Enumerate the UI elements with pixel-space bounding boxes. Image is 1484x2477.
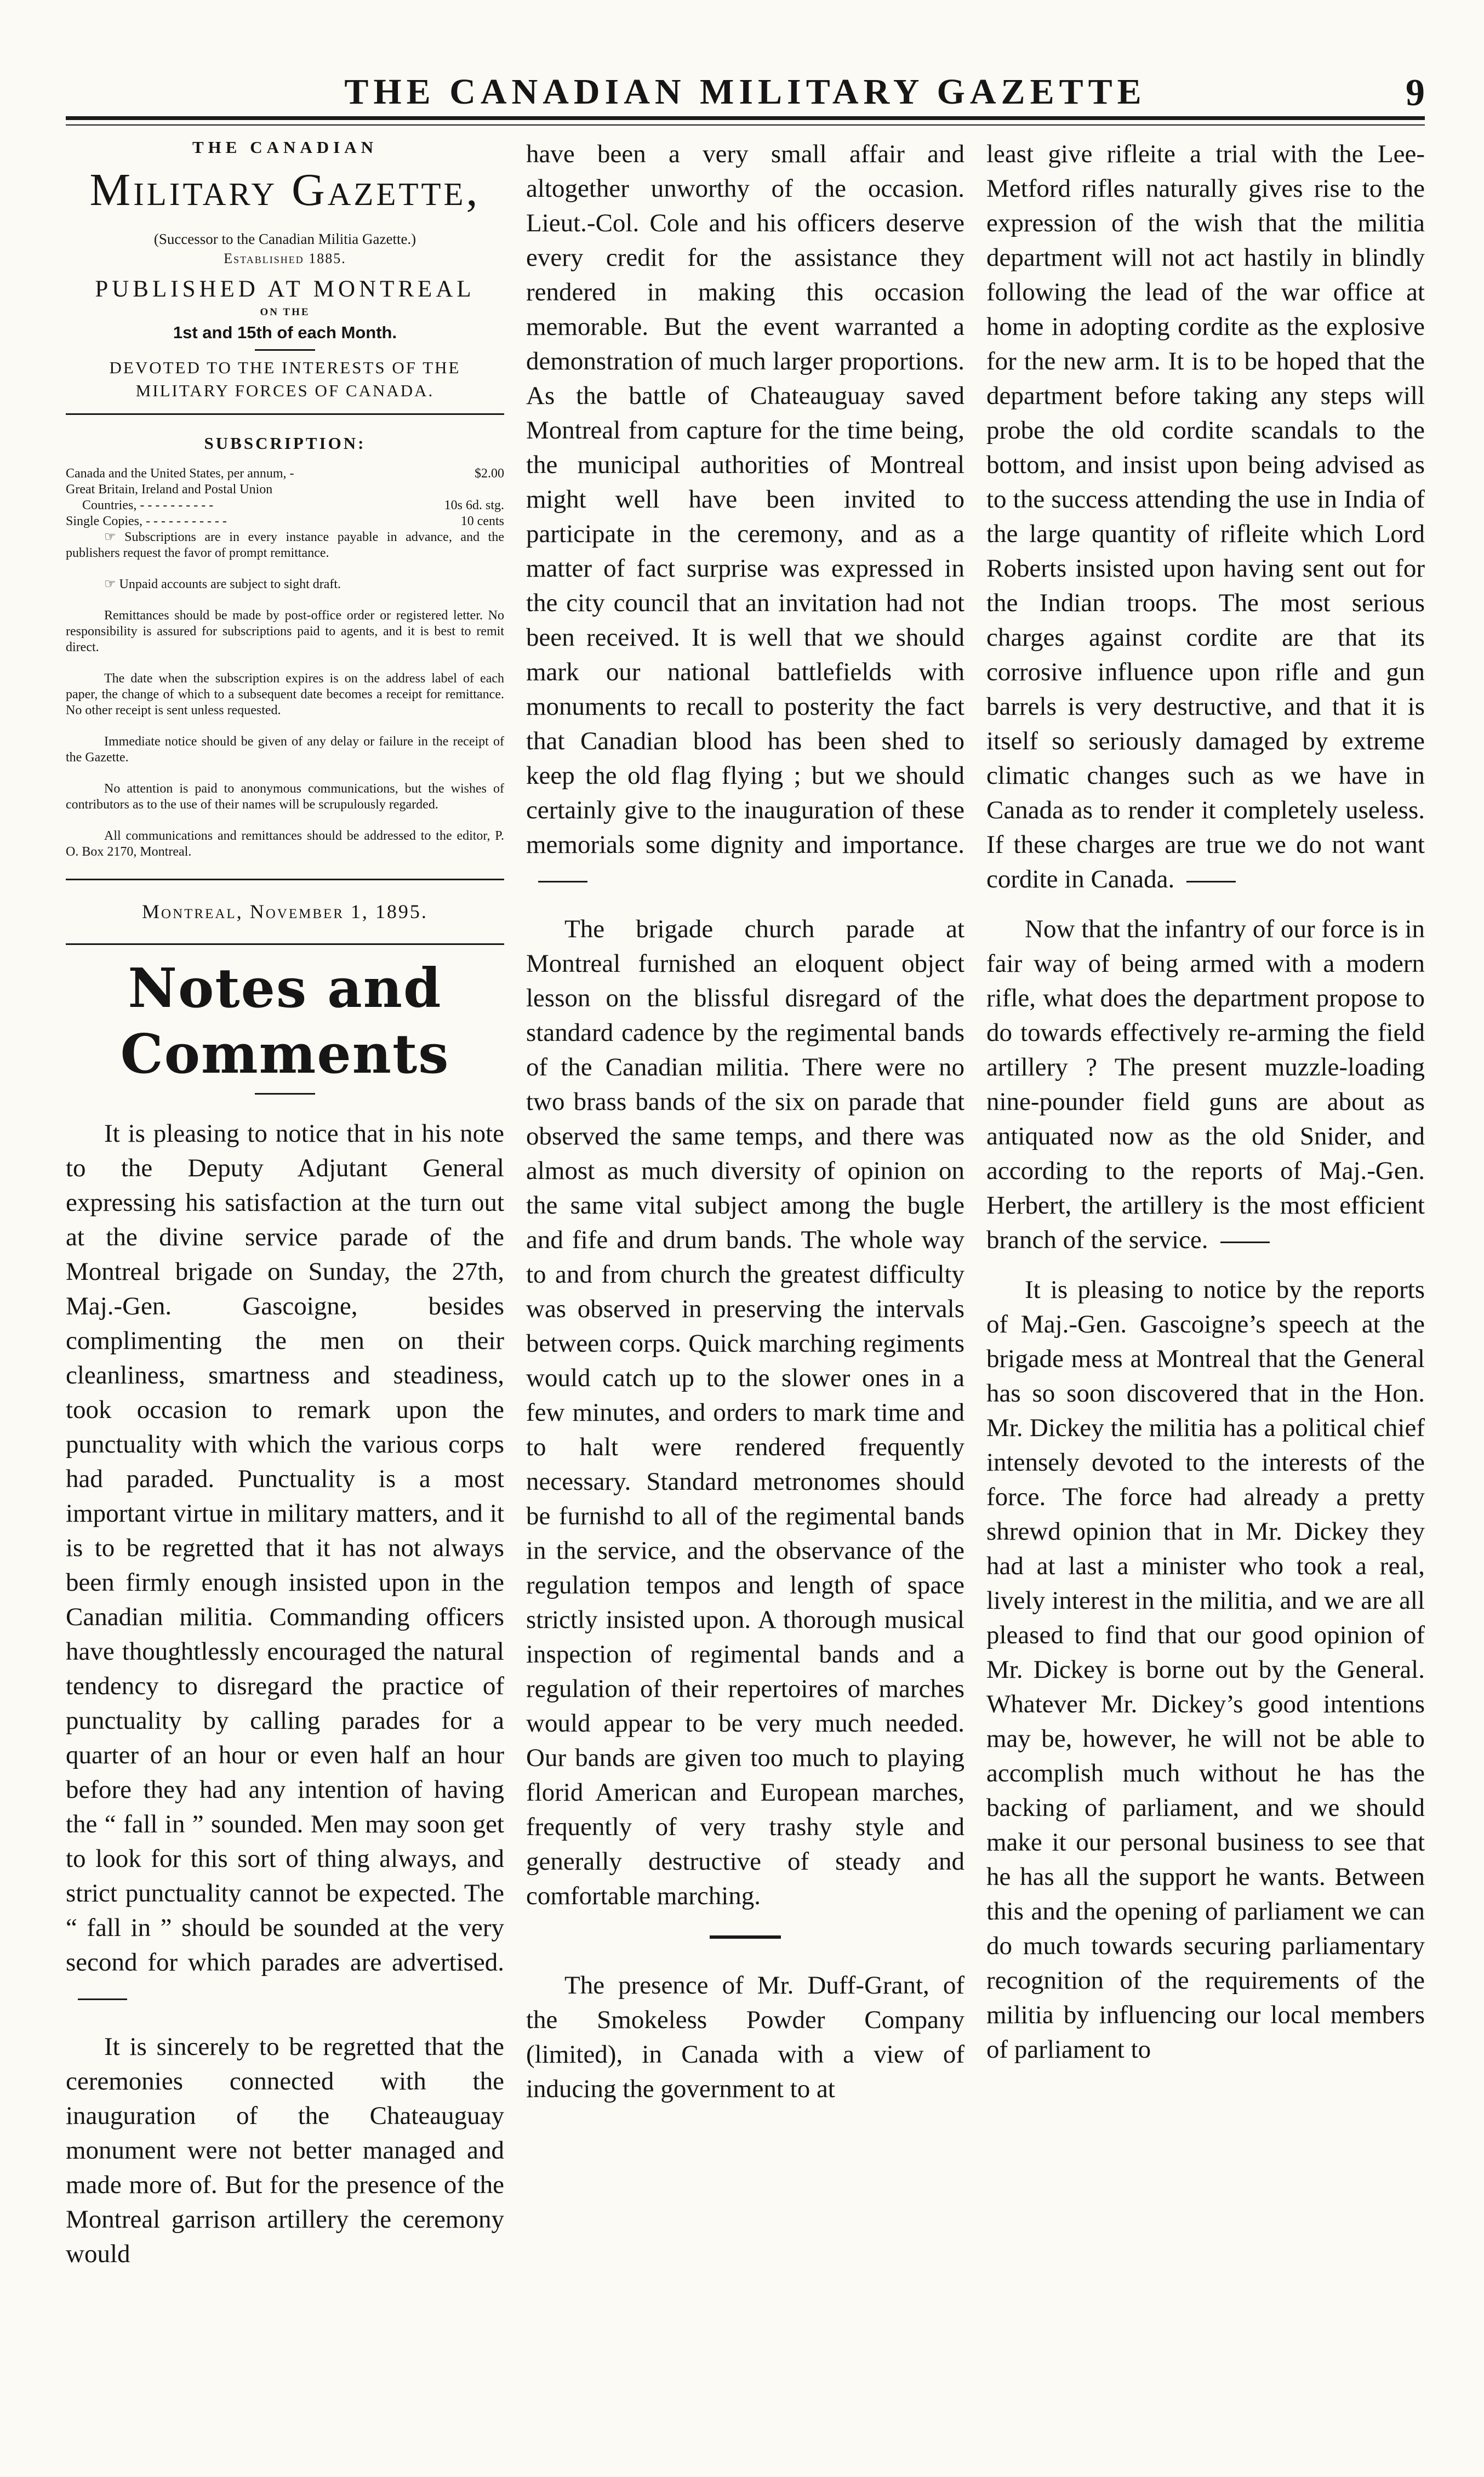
subscription-notice: ☞ Subscriptions are in every instance payable in advance, and the publishers request the favor of prompt remittance. <box>66 529 504 560</box>
paragraph: The brigade church parade at Montreal furnished an eloquent object lesson on the blissful disregard of the standard cadence by the regimental bands of the Canadian militia. There were no two brass bands of the six on parade that observed the same temps, and there was almost as much diversity of opinion on the same vital subject among the bugle and fife and drum bands. The whole way to and from church the greatest difficulty was observed in preserving the intervals between corps. Quick marching regiments would catch up to the slower ones in a few minutes, and orders to mark time and to halt were rendered frequently necessary. Standard metronomes should be furnishd to all of the regimental bands in the service, and the observance of the regulation tempos and length of space strictly insisted upon. A thorough musical inspection of regimental bands and a regulation of their repertoires of marches would appear to be very much needed. Our bands are given too much to playing florid American and European marches, frequently of very trashy style and generally destructive of steady and comfortable marching. <box>526 915 964 1910</box>
subscription-notice: Immediate notice should be given of any delay or failure in the receipt of the Gazette. <box>66 734 504 765</box>
paragraph: have been a very small affair and altogether unworthy of the occasion. Lieut.-Col. Cole and his officers deserve every credit for the assistance they rendered in making this occasion memorable. But the event warranted a demonstration of much larger proportions. As the battle of Chateauguay saved Montreal from capture for the time being, the municipal authorities of Montreal might well have been invited to participate in the ceremony, and as a matter of fact surprise was expressed in the city council that an invitation had not been received. It is well that we should mark our national battlefields with monuments to recall to posterity the fact that Canadian blood has been shed to keep the old flag flying ; but we should certainly give to the inauguration of these memorials some dignity and importance. <box>526 137 964 897</box>
end-dash <box>1186 881 1236 882</box>
subscription-notice: ☞ Unpaid accounts are subject to sight draft. <box>104 577 341 591</box>
dateline-bottom-rule <box>66 943 504 945</box>
rate-value: 10 cents <box>460 514 504 528</box>
rate-label: Great Britain, Ireland and Postal Union <box>66 482 273 497</box>
rate-value: 10s 6d. stg. <box>444 498 504 513</box>
column-2 <box>526 137 964 2439</box>
subscription-notice: The date when the subscription expires is on the address label of each paper, the change of which to a subsequent date becomes a receipt for remittance. No other receipt is sent unless requested. <box>66 671 504 718</box>
paragraph: least give rifleite a trial with the Lee-Metford rifles naturally gives rise to the expression of the wish that the militia department will not act hastily in blindly following the lead of the war office at home in adopting cordite as the explosive for the new arm. It is to be hoped that the department before taking any steps will probe the old cordite scandals to the bottom, and insist upon being advised as to the success attending the use in India of the large quantity of rifleite which Lord Roberts insisted upon having sent out for the Indian troops. The most serious charges against cordite are that its corrosive influence upon rifle and gun barrels is very destructive, and that it is itself so seriously damaged by extreme climatic changes such as we have in Canada as to render it completely useless. If these charges are true we do not want cordite in Canada. <box>986 140 1425 893</box>
header-rule-thin <box>66 124 1425 126</box>
dateline: Montreal, November 1, 1895. <box>142 900 428 923</box>
masthead-frequency: 1st and 15th of each Month. <box>173 322 397 342</box>
section-heading: Notes and Comments <box>120 956 450 1086</box>
masthead-on-the: ON THE <box>260 306 310 318</box>
subscription-rates <box>66 466 504 529</box>
running-head <box>66 71 1425 115</box>
paragraph: It is sincerely to be regretted that the ceremonies connected with the inauguration of the Chateauguay monument were not better managed and made more of. But for the presence of the Montreal garrison artillery the ceremony would <box>66 2032 504 2268</box>
paragraph: It is pleasing to notice that in his note to the Deputy Adjutant General expressing his satisfaction at the turn out at the divine service parade of the Montreal brigade on Sunday, the 27th, Maj.-Gen. Gascoigne, besides complimenting the men on their cleanliness, smartness and steadiness, took occasion to remark upon the punctuality with which the various corps had paraded. Punctuality is a most important virtue in military matters, and it is to be regretted that it has not always been firmly enough insisted upon in the Canadian militia. Commanding officers have thoughtlessly encouraged the natural tendency to disregard the practice of punctuality by calling parades for a quarter of an hour or even half an hour before they had any intention of having the “ fall in ” sounded. Men may soon get to look for this sort of thing always, and strict punctuality cannot be expected. The “ fall in ” should be sounded at the very second for which parades are advertised. <box>66 1117 504 2014</box>
masthead-small-title: THE CANADIAN <box>192 138 378 157</box>
masthead-title: Military Gazette, <box>89 164 481 216</box>
paragraph: Now that the infantry of our force is in fair way of being armed with a modern rifle, what does the department propose to do towards effectively re-arming the field artillery ? The present muzzle-loading nine-pounder field guns are about as antiquated now as the old Snider, and according to the reports of Maj.-Gen. Herbert, the artillery is the most efficient branch of the service. <box>986 915 1425 1254</box>
subscription-heading: SUBSCRIPTION: <box>204 433 366 453</box>
end-dash <box>538 881 587 882</box>
rate-value: $2.00 <box>475 466 504 481</box>
header-rule-thick <box>66 116 1425 120</box>
section-heading-underline <box>255 1093 315 1095</box>
masthead-published: PUBLISHED AT MONTREAL <box>95 276 475 302</box>
subscription-notice: Remittances should be made by post-office order or registered letter. No responsibility is assured for subscriptions paid to agents, and it is best to remit direct. <box>66 608 504 654</box>
masthead <box>66 137 504 402</box>
paragraph: It is pleasing to notice by the reports of Maj.-Gen. Gascoigne’s speech at the brigade mess at Montreal that the General has so soon discovered that in the Hon. Mr. Dickey the militia has a political chief intensely devoted to the interests of the force. The force had already a pretty shrewd opinion that in Mr. Dickey they had at last a minister who took a real, lively interest in the militia, and we are all pleased to find that our good opinion of Mr. Dickey is borne out by the General. Whatever Mr. Dickey’s good intentions may be, however, he will not be able to accomplish much without he has the backing of parliament, and we should make it our personal business to see that he has all the support he wants. Between this and the opening of parliament we can do much towards securing parliamentary recognition of the requirements of the militia by influencing our local members of parliament to <box>986 1275 1425 2064</box>
dateline-top-rule <box>66 879 504 880</box>
column-1 <box>66 137 504 2439</box>
end-dash <box>78 1998 127 2000</box>
paragraph: The presence of Mr. Duff-Grant, of the Smokeless Powder Company (limited), in Canada with a view of inducing the government to at <box>526 1971 964 2103</box>
rate-row <box>66 498 504 514</box>
subscription-notice: All communications and remittances should be addressed to the editor, P. O. Box 2170, Montreal. <box>66 828 504 859</box>
section-separator <box>710 1935 781 1939</box>
masthead-successor: (Successor to the Canadian Militia Gazette.) <box>153 230 416 247</box>
rate-label: Single Copies, - - - - - - - - - - - <box>66 514 227 528</box>
rate-row <box>66 466 504 482</box>
rate-label: Canada and the United States, per annum, - <box>66 466 294 481</box>
end-dash <box>1220 1242 1270 1243</box>
running-head-title: THE CANADIAN MILITARY GAZETTE <box>344 72 1146 112</box>
page-number: 9 <box>1406 72 1425 114</box>
subscription-notice: No attention is paid to anonymous communications, but the wishes of contributors as to the use of their names will be scrupulously regarded. <box>66 781 504 812</box>
rate-row <box>66 514 504 529</box>
masthead-established: Established 1885. <box>224 250 346 267</box>
subscription-top-rule <box>66 413 504 415</box>
rate-row <box>66 482 504 498</box>
rate-label: Countries, - - - - - - - - - - <box>82 498 214 513</box>
column-3 <box>986 137 1425 2439</box>
masthead-divider <box>255 349 315 351</box>
masthead-devoted: DEVOTED TO THE INTERESTS OF THE MILITARY FORCES OF CANADA. <box>109 358 461 400</box>
